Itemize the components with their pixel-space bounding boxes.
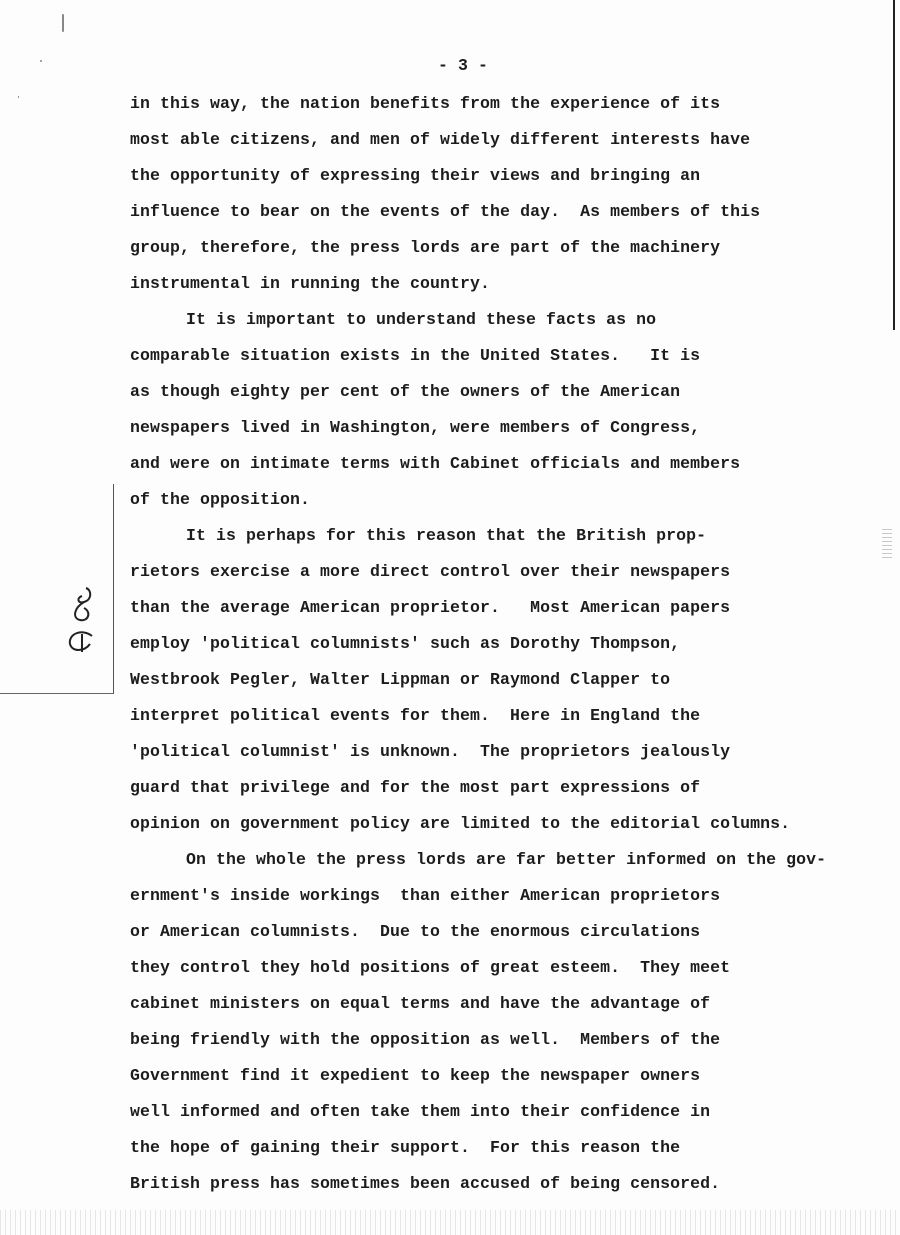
text-line: and were on intimate terms with Cabinet officials and members [130, 454, 741, 473]
text-line: being friendly with the opposition as well. Members of the [130, 1030, 721, 1049]
paragraph-start-line: On the whole the press lords are far better informed on the gov- [186, 850, 827, 869]
document-body [130, 86, 890, 1202]
margin-bracket [113, 484, 114, 694]
text-line: most able citizens, and men of widely different interests have [130, 130, 751, 149]
text-line: guard that privilege and for the most part expressions of [130, 778, 701, 797]
paragraph-start-line: It is perhaps for this reason that the British prop- [186, 526, 707, 545]
text-line: British press has sometimes been accused of being censored. [130, 1174, 721, 1193]
text-line: 'political columnist' is unknown. The proprietors jealously [130, 742, 731, 761]
margin-rule [0, 693, 113, 694]
text-line: instrumental in running the country. [130, 274, 491, 293]
text-line: the hope of gaining their support. For this reason the [130, 1138, 681, 1157]
text-line: cabinet ministers on equal terms and have the advantage of [130, 994, 711, 1013]
text-line: or American columnists. Due to the enormous circulations [130, 922, 701, 941]
text-line: rietors exercise a more direct control over their newspapers [130, 562, 731, 581]
paragraph-start-line: It is important to understand these facts as no [186, 310, 657, 329]
text-line: the opportunity of expressing their views and bringing an [130, 166, 701, 185]
scan-speck [40, 60, 42, 62]
scan-speck [62, 14, 64, 32]
text-line: group, therefore, the press lords are part of the machinery [130, 238, 721, 257]
text-line: Westbrook Pegler, Walter Lippman or Raymond Clapper to [130, 670, 671, 689]
page-number: - 3 - [438, 56, 489, 75]
handwritten-margin-note [62, 582, 100, 664]
margin-note-drawing [62, 582, 100, 664]
text-line: of the opposition. [130, 490, 311, 509]
scan-noise-strip [0, 1210, 900, 1235]
text-line: newspapers lived in Washington, were members of Congress, [130, 418, 701, 437]
text-line: Government find it expedient to keep the newspaper owners [130, 1066, 701, 1085]
text-line: interpret political events for them. Here in England the [130, 706, 701, 725]
scan-edge-line [893, 0, 895, 330]
text-line: ernment's inside workings than either American proprietors [130, 886, 721, 905]
text-line: employ 'political columnists' such as Dorothy Thompson, [130, 634, 681, 653]
text-line: in this way, the nation benefits from the experience of its [130, 94, 721, 113]
text-line: comparable situation exists in the United States. It is [130, 346, 701, 365]
text-line: as though eighty per cent of the owners of the American [130, 382, 681, 401]
scan-speck [18, 96, 19, 98]
text-line: they control they hold positions of great esteem. They meet [130, 958, 731, 977]
text-line: well informed and often take them into their confidence in [130, 1102, 711, 1121]
text-line: than the average American proprietor. Most American papers [130, 598, 731, 617]
text-line: influence to bear on the events of the day. As members of this [130, 202, 761, 221]
text-line: opinion on government policy are limited to the editorial columns. [130, 814, 791, 833]
